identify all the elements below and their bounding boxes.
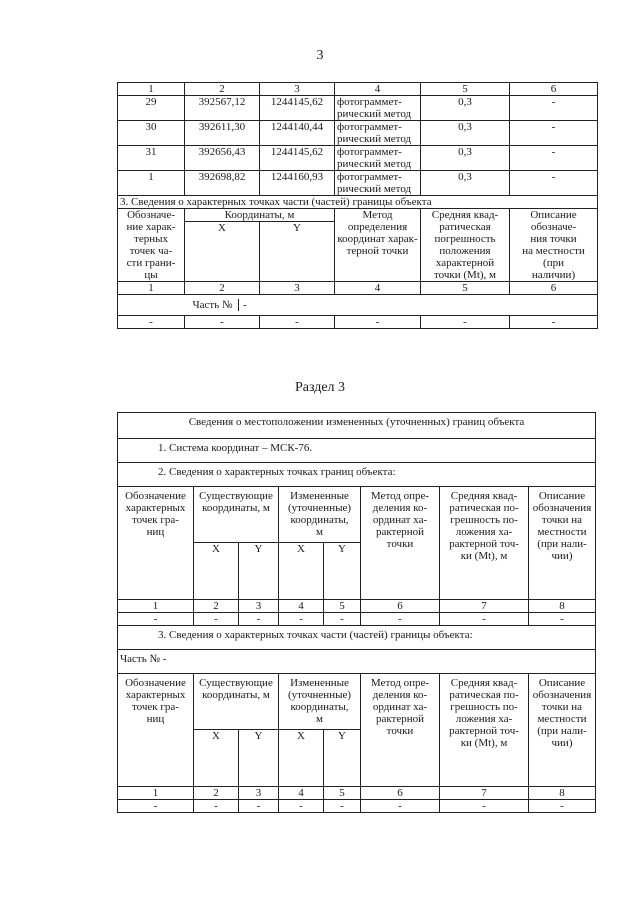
col-num: 1 bbox=[118, 83, 185, 96]
header-description: Описание обозначения точки на местности (при нали- чии) bbox=[529, 487, 596, 600]
empty-value: - bbox=[194, 800, 239, 813]
col-num: 6 bbox=[361, 787, 440, 800]
header-description: Описание обозначе- ния точки на местности (при наличии) bbox=[510, 209, 598, 282]
empty-value: - bbox=[335, 316, 421, 329]
empty-value: - bbox=[510, 316, 598, 329]
blank-cell bbox=[118, 295, 185, 316]
empty-value: - bbox=[421, 316, 510, 329]
header-existing-coords: Существующие координаты, м bbox=[194, 674, 279, 730]
description: - bbox=[510, 171, 598, 196]
header-x: X bbox=[279, 730, 324, 787]
col-num: 3 bbox=[239, 600, 279, 613]
col-num: 4 bbox=[335, 282, 421, 295]
empty-value: - bbox=[440, 613, 529, 626]
coord-system: 1. Система координат – МСК-76. bbox=[118, 439, 596, 463]
col-num: 8 bbox=[529, 787, 596, 800]
header-designation: Обозначение характерных точек гра- ниц bbox=[118, 487, 194, 600]
empty-value: - bbox=[118, 613, 194, 626]
header-designation: Обозначение характерных точек гра- ниц bbox=[118, 674, 194, 787]
mt-value: 0,3 bbox=[421, 146, 510, 171]
table-row bbox=[118, 171, 598, 196]
method-cell bbox=[335, 121, 421, 146]
description: - bbox=[510, 121, 598, 146]
empty-value: - bbox=[324, 800, 361, 813]
empty-value: - bbox=[185, 316, 260, 329]
col-num: 4 bbox=[279, 600, 324, 613]
empty-value: - bbox=[324, 613, 361, 626]
col-num: 5 bbox=[324, 600, 361, 613]
method-line: рический метод bbox=[337, 183, 412, 195]
table-row bbox=[118, 96, 598, 121]
empty-value: - bbox=[361, 800, 440, 813]
section-title: 3. Сведения о характерных точках части (частей) границы объекта bbox=[118, 196, 598, 209]
coord-x: 392611,30 bbox=[185, 121, 260, 146]
method-cell bbox=[335, 171, 421, 196]
column-number-row bbox=[118, 83, 598, 96]
section-title: 2. Сведения о характерных точках границ объекта: bbox=[118, 463, 596, 487]
coord-y: 1244145,62 bbox=[260, 146, 335, 171]
header-designation: Обозначе- ние харак- терных точек ча- сти грани- цы bbox=[118, 209, 185, 282]
empty-value: - bbox=[118, 800, 194, 813]
col-num: 2 bbox=[185, 83, 260, 96]
changed-boundaries-table bbox=[117, 412, 596, 813]
empty-value: - bbox=[529, 613, 596, 626]
empty-value: - bbox=[279, 800, 324, 813]
table-row bbox=[118, 316, 598, 329]
method-line: рический метод bbox=[337, 108, 412, 120]
mt-value: 0,3 bbox=[421, 171, 510, 196]
part-value: - bbox=[238, 299, 247, 311]
empty-value: - bbox=[279, 613, 324, 626]
point-number: 30 bbox=[118, 121, 185, 146]
column-number-row bbox=[118, 282, 598, 295]
page-number: 3 bbox=[316, 48, 324, 63]
col-num: 8 bbox=[529, 600, 596, 613]
col-num: 7 bbox=[440, 787, 529, 800]
header-x: X bbox=[194, 543, 239, 600]
empty-value: - bbox=[118, 316, 185, 329]
part-label: Часть № bbox=[192, 299, 233, 311]
header-mt: Средняя квад- ратическая погрешность положения характерной точки (Mt), м bbox=[421, 209, 510, 282]
header-mt: Средняя квад- ратическая по- грешность по- ложения ха- рактерной точ- ки (Mt), м bbox=[440, 674, 529, 787]
empty-value: - bbox=[239, 613, 279, 626]
table-row bbox=[118, 800, 596, 813]
coord-x: 392698,82 bbox=[185, 171, 260, 196]
header-method: Метод опре- деления ко- ординат ха- рактерной точки bbox=[361, 674, 440, 787]
header-y: Y bbox=[260, 222, 335, 282]
coord-x: 392567,12 bbox=[185, 96, 260, 121]
col-num: 4 bbox=[279, 787, 324, 800]
method-line: фотограммет- bbox=[337, 96, 402, 108]
col-num: 6 bbox=[510, 282, 598, 295]
method-line: фотограммет- bbox=[337, 121, 402, 133]
col-num: 3 bbox=[260, 282, 335, 295]
description: - bbox=[510, 146, 598, 171]
table-row bbox=[118, 613, 596, 626]
coord-y: 1244145,62 bbox=[260, 96, 335, 121]
column-number-row bbox=[118, 600, 596, 613]
header-description: Описание обозначения точки на местности (при нали- чии) bbox=[529, 674, 596, 787]
col-num: 1 bbox=[118, 282, 185, 295]
empty-value: - bbox=[440, 800, 529, 813]
column-number-row bbox=[118, 787, 596, 800]
col-num: 1 bbox=[118, 787, 194, 800]
method-line: фотограммет- bbox=[337, 171, 402, 183]
header-existing-coords: Существующие координаты, м bbox=[194, 487, 279, 543]
header-y: Y bbox=[239, 543, 279, 600]
col-num: 3 bbox=[239, 787, 279, 800]
empty-value: - bbox=[194, 613, 239, 626]
mt-value: 0,3 bbox=[421, 121, 510, 146]
point-number: 31 bbox=[118, 146, 185, 171]
col-num: 1 bbox=[118, 600, 194, 613]
table-row bbox=[118, 121, 598, 146]
header-x: X bbox=[194, 730, 239, 787]
col-num: 3 bbox=[260, 83, 335, 96]
part-row bbox=[185, 295, 598, 316]
header-mt: Средняя квад- ратическая по- грешность по- ложения ха- рактерной точ- ки (Mt), м bbox=[440, 487, 529, 600]
point-number: 1 bbox=[118, 171, 185, 196]
section-title: 3. Сведения о характерных точках части (частей) границы объекта: bbox=[118, 626, 596, 650]
header-coordinates: Координаты, м bbox=[185, 209, 335, 222]
header-changed-coords: Измененные (уточненные) координаты, м bbox=[279, 487, 361, 543]
mt-value: 0,3 bbox=[421, 96, 510, 121]
header-y: Y bbox=[324, 730, 361, 787]
empty-value: - bbox=[361, 613, 440, 626]
header-y: Y bbox=[324, 543, 361, 600]
method-cell bbox=[335, 96, 421, 121]
coord-y: 1244160,93 bbox=[260, 171, 335, 196]
col-num: 5 bbox=[421, 83, 510, 96]
col-num: 5 bbox=[324, 787, 361, 800]
header-changed-coords: Измененные (уточненные) координаты, м bbox=[279, 674, 361, 730]
col-num: 5 bbox=[421, 282, 510, 295]
col-num: 2 bbox=[194, 787, 239, 800]
empty-value: - bbox=[529, 800, 596, 813]
method-line: рический метод bbox=[337, 133, 412, 145]
coordinates-table-continued bbox=[117, 82, 598, 329]
method-line: фотограммет- bbox=[337, 146, 402, 158]
table-title: Сведения о местоположении измененных (уточненных) границ объекта bbox=[118, 413, 596, 439]
coord-x: 392656,43 bbox=[185, 146, 260, 171]
method-line: рический метод bbox=[337, 158, 412, 170]
empty-value: - bbox=[260, 316, 335, 329]
coord-y: 1244140,44 bbox=[260, 121, 335, 146]
col-num: 6 bbox=[510, 83, 598, 96]
header-y: Y bbox=[239, 730, 279, 787]
header-x: X bbox=[185, 222, 260, 282]
col-num: 2 bbox=[194, 600, 239, 613]
col-num: 7 bbox=[440, 600, 529, 613]
col-num: 6 bbox=[361, 600, 440, 613]
table-row bbox=[118, 146, 598, 171]
empty-value: - bbox=[239, 800, 279, 813]
description: - bbox=[510, 96, 598, 121]
part-label: Часть № - bbox=[118, 650, 596, 674]
header-x: X bbox=[279, 543, 324, 600]
header-method: Метод определения координат харак- терной точки bbox=[335, 209, 421, 282]
section-heading: Раздел 3 bbox=[294, 380, 346, 395]
col-num: 4 bbox=[335, 83, 421, 96]
point-number: 29 bbox=[118, 96, 185, 121]
col-num: 2 bbox=[185, 282, 260, 295]
header-method: Метод опре- деления ко- ординат ха- рактерной точки bbox=[361, 487, 440, 600]
method-cell bbox=[335, 146, 421, 171]
